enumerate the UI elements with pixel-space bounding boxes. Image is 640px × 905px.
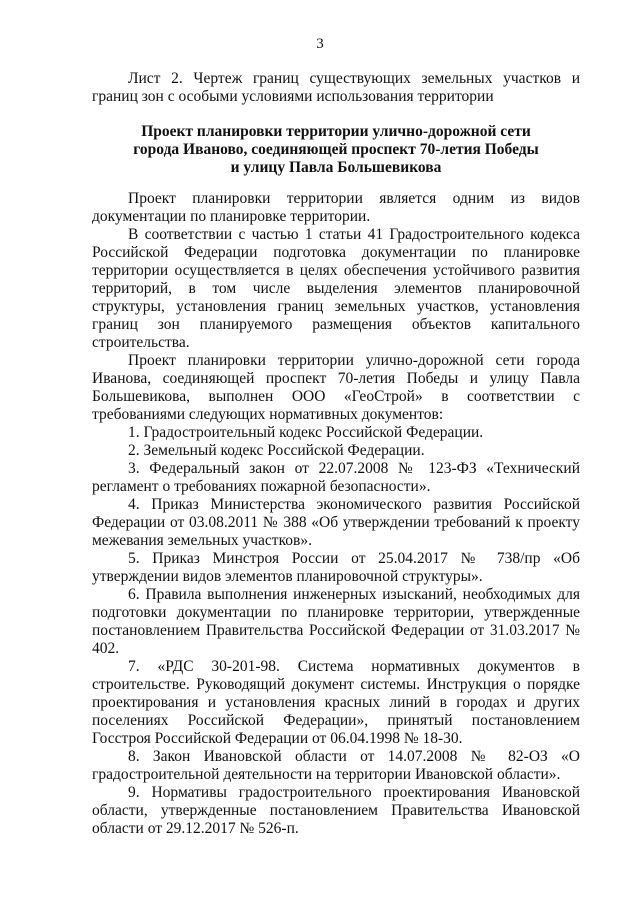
list-item-5: 5. Приказ Минстроя России от 25.04.2017 № 738/пр «Об утверждении видов элементов планировочной структуры». bbox=[92, 550, 580, 585]
list-item-2: 2. Земельный кодекс Российской Федерации. bbox=[128, 442, 425, 459]
paragraph-project-basis: Проект планировки территории улично-дорожной сети города Иванова, соединяющей проспект 70-летия Победы и улицу Павла Большевикова, выполнен ООО «ГеоСтрой» в соответствии с требованиями следующих нормативных документов: bbox=[92, 352, 580, 423]
title-line: города Иваново, соединяющей проспект 70-летия Победы bbox=[133, 141, 539, 158]
title-line: и улицу Павла Большевикова bbox=[230, 159, 442, 176]
list-item-9: 9. Нормативы градостроительного проектирования Ивановской области, утвержденные постановлением Правительства Ивановской области от 29.12.2017 № 526-п. bbox=[92, 784, 580, 837]
list-item-6: 6. Правила выполнения инженерных изысканий, необходимых для подготовки документации по планировке территории, утвержденные постановлением Правительства Российской Федерации от 31.03.2017 № 402. bbox=[92, 586, 580, 657]
list-item-1: 1. Градостроительный кодекс Российской Федерации. bbox=[128, 424, 484, 441]
list-item-8: 8. Закон Ивановской области от 14.07.2008 № 82-ОЗ «О градостроительной деятельности на территории Ивановской области». bbox=[92, 748, 580, 783]
paragraph-article-41: В соответствии с частью 1 статьи 41 Градостроительного кодекса Российской Федерации подготовка документации по планировке территории осуществляется в целях обеспечения устойчивого развития территорий, в том числе выделения элементов планировочной структуры, установления границ земельных участков, установления границ зон планируемого размещения объектов капитального строительства. bbox=[92, 226, 580, 351]
page-number: 3 bbox=[316, 36, 324, 52]
document-body bbox=[92, 190, 580, 838]
sheet-caption: Лист 2. Чертеж границ существующих земельных участков и границ зон с особыми условиями использования территории bbox=[92, 70, 580, 105]
title-line: Проект планировки территории улично-дорожной сети bbox=[141, 123, 531, 140]
list-item-4: 4. Приказ Министерства экономического развития Российской Федерации от 03.08.2011 № 388 «Об утверждении требований к проекту межевания земельных участков». bbox=[92, 496, 580, 549]
paragraph-intro: Проект планировки территории является одним из видов документации по планировке территории. bbox=[92, 190, 580, 225]
list-item-3: 3. Федеральный закон от 22.07.2008 № 123-ФЗ «Технический регламент о требованиях пожарной безопасности». bbox=[92, 460, 580, 495]
document-title bbox=[92, 123, 580, 177]
list-item-7: 7. «РДС 30-201-98. Система нормативных документов в строительстве. Руководящий документ системы. Инструкция о порядке проектирования и установления красных линий в городах и других поселениях Российской Федерации», принятый постановлением Госстроя Российской Федерации от 06.04.1998 № 18-30. bbox=[92, 658, 580, 747]
